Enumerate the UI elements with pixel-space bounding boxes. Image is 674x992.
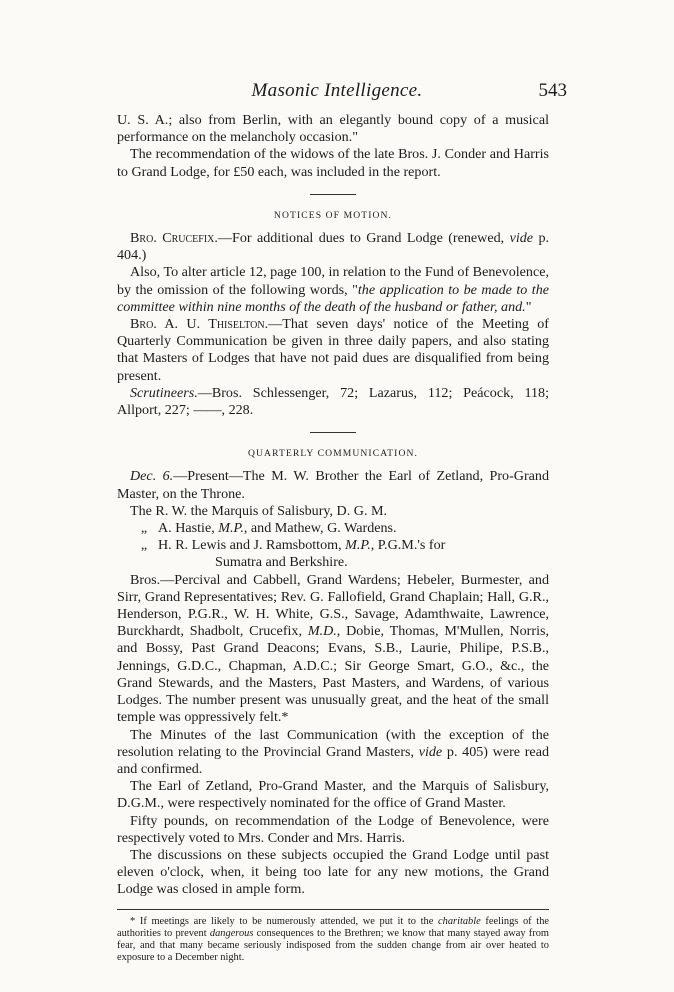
footnote: * If meetings are likely to be numerously attended, we put it to the charitable feelings of the authorities to prevent dangerous consequences to the Brethren; we know that many stayed away from fear, and that many became seriously indisposed from the sudden change from air over heated to exposure to a December night. [117,915,549,963]
quarterly-present: Dec. 6.—Present—The M. W. Brother the Earl of Zetland, Pro-Grand Master, on the Throne. [117,468,549,502]
intro-recommendation: The recommendation of the widows of the late Bros. J. Conder and Harris to Grand Lodge, for £50 each, was included in the report. [117,146,549,180]
officer-line-continued: Sumatra and Berkshire. [215,554,348,571]
notice-thiselton: Bro. A. U. Thiselton.—That seven days' notice of the Meeting of Quarterly Communication be given in three daily papers, and also stating that Masters of Lodges that have not paid dues are disqualified from being present. [117,316,549,384]
quarterly-heading: QUARTERLY COMMUNICATION. [247,448,418,460]
footnote-rule [117,909,549,910]
intro-paragraph: U. S. A.; also from Berlin, with an elegantly bound copy of a musical performance on the melancholy occasion." [117,112,549,146]
brethren-present: Bros.—Percival and Cabbell, Grand Wardens; Hebeler, Burmester, and Sirr, Grand Representatives; Rev. G. Fallofield, Grand Chaplain; Hall, G.R., Henderson, P.G.R., W. H. White, G.S., Savage, Adamthwaite, Lawrence, Burckhardt, Shadbolt, Crucefix, M.D., Dobie, Thomas, M'Mullen, Norris, and Bossy, Past Grand Deacons; Evans, S.B., Laurie, Philipe, P.S.B., Jennings, G.D.C., Chapman, A.D.C.; Sir George Smart, G.O., &c., the Grand Stewards, and the Masters, Past Masters, and Wardens, of various Lodges. The number present was unusually great, and the heat of the small temple was oppressively felt.* [117,571,549,726]
running-header [0,80,674,106]
officer-line: „ A. Hastie, M.P., and Mathew, G. Wardens. [130,520,549,537]
nomination-paragraph: The Earl of Zetland, Pro-Grand Master, and the Marquis of Salisbury, D.G.M., were respectively nominated for the office of Grand Master. [117,778,549,812]
officer-line: „ H. R. Lewis and J. Ramsbottom, M.P., P.G.M.'s for [130,537,549,554]
section-rule [310,432,356,433]
notice-crucefix: Bro. Crucefix.—For additional dues to Grand Lodge (renewed, vide p. 404.) [117,230,550,264]
notice-article-12: Also, To alter article 12, page 100, in relation to the Fund of Benevolence, by the omission of the following words, "the application to be made to the committee within nine months of the death of the husband or father, and." [117,264,550,315]
ditto-mark: „ [140,520,148,537]
section-rule [310,194,356,195]
page-number: 543 [538,80,567,101]
text-body [117,112,549,964]
notices-heading: NOTICES OF MOTION. [273,209,393,221]
fifty-pounds-paragraph: Fifty pounds, on recommendation of the Lodge of Benevolence, were respectively voted to Mrs. Conder and Mrs. Harris. [117,812,549,846]
ditto-mark: „ [140,537,148,554]
notice-crucefix-name: Bro. Crucefix. [130,230,218,247]
closing-paragraph: The discussions on these subjects occupied the Grand Lodge until past eleven o'clock, when, it being too late for any new motions, the Grand Lodge was closed in ample form. [117,846,549,898]
minutes-paragraph: The Minutes of the last Communication (with the exception of the resolution relating to the Provincial Grand Masters, vide p. 405) were read and confirmed. [117,726,549,777]
scrutineers: Scrutineers.—Bros. Schlessenger, 72; Lazarus, 112; Peácock, 118; Allport, 227; ——, 228. [117,384,549,419]
officer-line: The R. W. the Marquis of Salisbury, D. G. M. [130,502,388,519]
notice-thiselton-name: Bro. A. U. Thiselton. [130,316,269,333]
running-title: Masonic Intelligence. [251,80,423,101]
